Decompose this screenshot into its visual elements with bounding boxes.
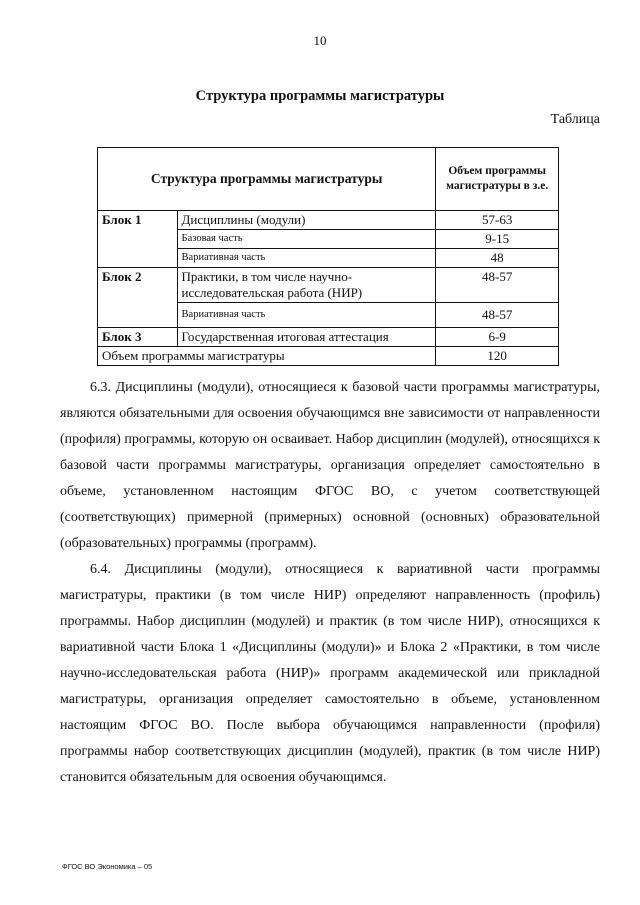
page-number: 10 — [313, 33, 327, 48]
row-value: 57-63 — [436, 211, 559, 230]
footer-note: ФГОС ВО Экономика – 05 — [62, 862, 153, 871]
block-3-cell: Блок 3 — [98, 328, 178, 347]
paragraph-6-3: 6.3. Дисциплины (модули), относящиеся к базовой части программы магистратуры, являются обязательными для освоения обучающимся вне зависимости от направленности (профиля) программы, которую он осваивает. Набор дисциплин (модулей), относящихся к базовой части программы магистратуры, организация определяет самостоятельно в объеме, установленном настоящим ФГОС ВО, с учетом соответствующей (соответствующих) примерной (примерных) основной (основных) образовательной (образовательных) программы (программ). — [60, 380, 600, 551]
row-value: 6-9 — [436, 328, 559, 347]
paragraph-6-4: 6.4. Дисциплины (модули), относящиеся к вариативной части программы магистратуры, практики (в том числе НИР) определяют направленность (профиль) программы. Набор дисциплин (модулей) и практик (в том числе НИР), относящихся к вариативной части Блока 1 «Дисциплины (модули)» и Блока 2 «Практики, в том числе научно-исследовательская работа (НИР)» программ академической или прикладной магистратуры, организация определяет самостоятельно в объеме, установленном настоящим ФГОС ВО. После выбора обучающимся направленности (профиля) программы набор соответствующих дисциплин (модулей), практик (в том числе НИР) становится обязательным для освоения обучающимся. — [60, 562, 600, 785]
table-row — [98, 328, 559, 347]
page-title: Структура программы магистратуры — [195, 88, 445, 104]
row-label: Практики, в том числе научно-исследовательская работа (НИР) — [177, 268, 436, 303]
table-label: Таблица — [550, 112, 600, 127]
header-volume-cell: Объем программы магистратуры в з.е. — [436, 148, 559, 211]
row-value: 48-57 — [436, 268, 559, 303]
row-label: Вариативная часть — [177, 249, 436, 268]
table-row — [98, 211, 559, 230]
table-header-row — [98, 148, 559, 211]
row-value: 48 — [436, 249, 559, 268]
program-structure-table — [97, 147, 559, 366]
row-label: Государственная итоговая аттестация — [177, 328, 436, 347]
row-value: 48-57 — [436, 303, 559, 328]
header-structure-cell: Структура программы магистратуры — [98, 148, 436, 211]
row-label: Вариативная часть — [177, 303, 436, 328]
body-text — [60, 375, 600, 791]
row-label: Дисциплины (модули) — [177, 211, 436, 230]
total-value: 120 — [436, 347, 559, 366]
table-total-row — [98, 347, 559, 366]
block-1-cell: Блок 1 — [98, 211, 178, 268]
row-label: Базовая часть — [177, 230, 436, 249]
table-row — [98, 268, 559, 303]
total-label: Объем программы магистратуры — [98, 347, 436, 366]
row-value: 9-15 — [436, 230, 559, 249]
block-2-cell: Блок 2 — [98, 268, 178, 328]
